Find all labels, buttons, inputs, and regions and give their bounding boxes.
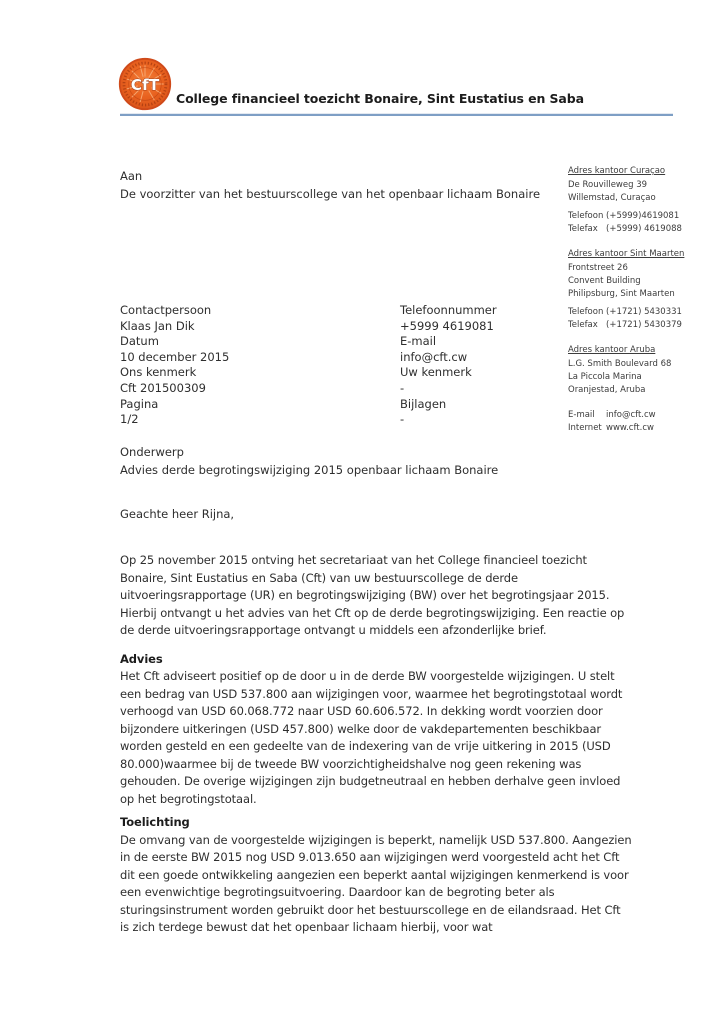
recipient-block bbox=[120, 168, 540, 203]
meta-column-right bbox=[400, 303, 497, 428]
office-fax-row bbox=[568, 319, 698, 332]
office-address-line: Convent Building bbox=[568, 276, 641, 286]
page-title: College financieel toezicht Bonaire, Sint Eustatius en Saba bbox=[176, 91, 584, 106]
section-heading-toelichting: Toelichting bbox=[120, 815, 190, 829]
meta-value: info@cft.cw bbox=[400, 349, 468, 364]
meta-label: Ons kenmerk bbox=[120, 365, 197, 380]
phone-label: Telefoon bbox=[568, 211, 604, 221]
salutation: Geachte heer Rijna, bbox=[120, 507, 235, 521]
fax-value: (+5999) 4619088 bbox=[606, 224, 682, 234]
office-phone-row bbox=[568, 306, 698, 319]
meta-value: - bbox=[400, 412, 405, 427]
meta-value: 10 december 2015 bbox=[120, 349, 230, 364]
phone-value: (+5999)4619081 bbox=[606, 211, 680, 221]
meta-value: 1/2 bbox=[120, 412, 139, 427]
subject-value: Advies derde begrotingswijziging 2015 openbaar lichaam Bonaire bbox=[120, 462, 499, 477]
advies-paragraph: Het Cft adviseert positief op de door u in de derde BW voorgestelde wijzigingen. U stelt een bedrag van USD 537.800 aan wijzigingen voor, waarmee het begrotingstotaal wordt verhoogd van USD 60.068.772 naar USD 60.606.572. In dekking wordt voorzien door bijzondere uitkeringen (USD 457.800) welke door de vakdepartementen beschikbaar worden gesteld en een gedeelte van de indexering van de vrije uitkering in 2015 (USD 80.000)waarmee bij de tweede BW voorzichtigheidshalve nog geen rekening was gehouden. De overige wijzigingen zijn budgetneutraal en hebben derhalve geen invloed op het begrotingstotaal. bbox=[120, 669, 623, 806]
meta-value: Cft 201500309 bbox=[120, 380, 206, 395]
header-rule bbox=[120, 113, 673, 116]
office-aruba bbox=[568, 344, 698, 397]
office-address-line: Philipsburg, Sint Maarten bbox=[568, 289, 675, 299]
cft-logo-icon bbox=[117, 56, 173, 112]
office-fax-row bbox=[568, 223, 698, 236]
sidebar-internet-row bbox=[568, 422, 698, 435]
letter-body bbox=[120, 552, 632, 937]
internet-value: www.cft.cw bbox=[606, 423, 654, 433]
phone-value: (+1721) 5430331 bbox=[606, 307, 682, 317]
meta-value: Klaas Jan Dik bbox=[120, 318, 195, 333]
office-address-line: Frontstreet 26 bbox=[568, 263, 628, 273]
office-address-line: La Piccola Marina bbox=[568, 372, 642, 382]
recipient-line: De voorzitter van het bestuurscollege van het openbaar lichaam Bonaire bbox=[120, 186, 541, 201]
fax-value: (+1721) 5430379 bbox=[606, 320, 682, 330]
office-address-sidebar bbox=[568, 165, 698, 447]
phone-label: Telefoon bbox=[568, 307, 604, 317]
office-curacao bbox=[568, 165, 698, 236]
meta-label: Telefoonnummer bbox=[400, 303, 497, 317]
section-heading-advies: Advies bbox=[120, 651, 163, 666]
office-address-line: Willemstad, Curaçao bbox=[568, 193, 656, 203]
fax-label: Telefax bbox=[568, 224, 598, 234]
meta-label: Datum bbox=[120, 334, 159, 349]
meta-label: Contactpersoon bbox=[120, 303, 212, 317]
office-address-line: L.G. Smith Boulevard 68 bbox=[568, 359, 672, 369]
fax-label: Telefax bbox=[568, 320, 598, 330]
office-sint-maarten bbox=[568, 248, 698, 332]
subject-block bbox=[120, 444, 498, 479]
office-heading: Adres kantoor Aruba bbox=[568, 345, 656, 355]
meta-value: - bbox=[400, 380, 405, 395]
sidebar-email-row bbox=[568, 409, 698, 422]
meta-label: Pagina bbox=[120, 396, 159, 411]
meta-label: Uw kenmerk bbox=[400, 365, 472, 380]
office-address-line: De Rouvilleweg 39 bbox=[568, 180, 648, 190]
internet-label: Internet bbox=[568, 423, 602, 433]
email-value: info@cft.cw bbox=[606, 410, 656, 420]
logo-text: CfT bbox=[130, 76, 160, 95]
meta-label: Bijlagen bbox=[400, 396, 447, 411]
office-phone-row bbox=[568, 210, 698, 223]
office-heading: Adres kantoor Sint Maarten bbox=[568, 249, 685, 259]
meta-column-left bbox=[120, 303, 229, 428]
meta-label: E-mail bbox=[400, 334, 437, 349]
subject-label: Onderwerp bbox=[120, 445, 184, 459]
recipient-label: Aan bbox=[120, 169, 143, 183]
intro-paragraph: Op 25 november 2015 ontving het secretariaat van het College financieel toezicht Bonaire, Sint Eustatius en Saba (Cft) van uw bestuurscollege de derde uitvoeringsrapportage (UR) en begrotingswijziging (BW) over het begrotingsjaar 2015. Hierbij ontvangt u het advies van het Cft op de derde begrotingswijziging. Een reactie op de derde uitvoeringsrapportage ontvangt u middels een afzonderlijke brief. bbox=[120, 553, 625, 637]
sidebar-contact-block bbox=[568, 409, 698, 435]
office-address-line: Oranjestad, Aruba bbox=[568, 385, 646, 395]
toelichting-paragraph: De omvang van de voorgestelde wijzigingen is beperkt, namelijk USD 537.800. Aangezien in de eerste BW 2015 nog USD 9.013.650 aan wijzigingen werd voorgesteld acht het Cft dit een goede ontwikkeling aangezien een beperkt aantal wijzigingen kenmerkend is voor een evenwichtige begrotingsuitvoering. Daardoor kan de begroting beter als sturingsinstrument worden gebruikt door het bestuurscollege en de eilandsraad. Het Cft is zich terdege bewust dat het openbaar lichaam hierbij, voor wat bbox=[120, 832, 632, 934]
meta-value: +5999 4619081 bbox=[400, 318, 494, 333]
office-heading: Adres kantoor Curaçao bbox=[568, 166, 666, 176]
email-label: E-mail bbox=[568, 410, 595, 420]
